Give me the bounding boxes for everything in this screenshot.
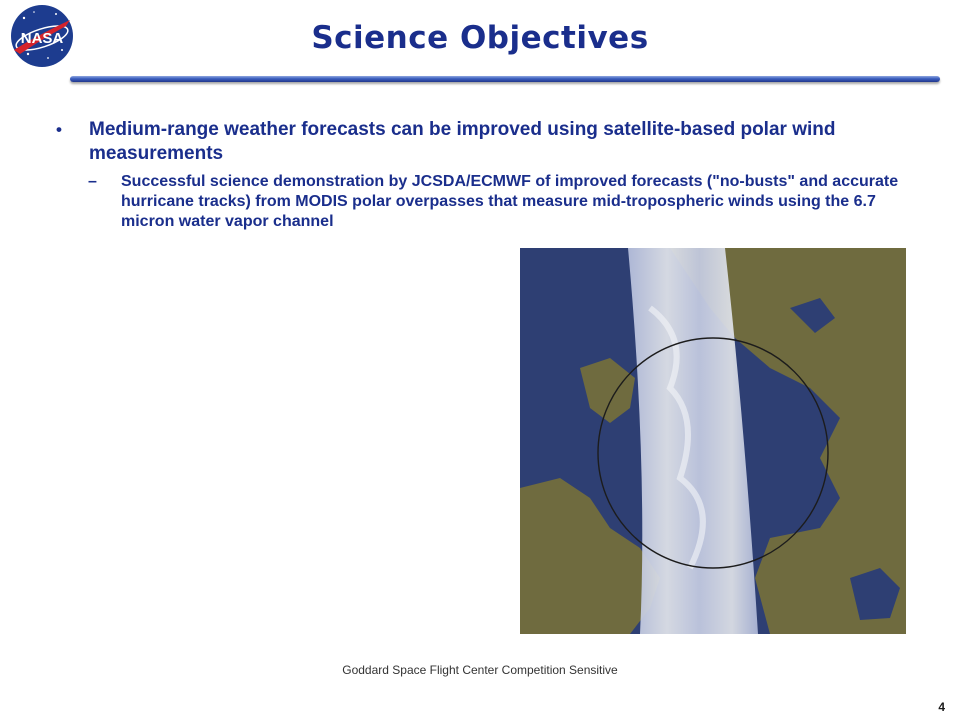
slide-title: Science Objectives	[311, 20, 649, 56]
sub-bullet-text: Successful science demonstration by JCSDA/ECMWF of improved forecasts ("no-busts" and accurate hurricane tracks) from MODIS polar overpasses that measure mid-tropospheric winds using the 6.7 micron water vapor channel	[121, 173, 899, 230]
title-divider	[70, 76, 940, 82]
bullet-item	[56, 118, 876, 166]
footer-text: Goddard Space Flight Center Competition Sensitive	[342, 663, 618, 677]
bullet-text: Medium-range weather forecasts can be improved using satellite-based polar wind measurements	[89, 119, 836, 164]
polar-satellite-image	[520, 248, 906, 634]
sub-bullet-marker: –	[88, 173, 97, 190]
bullet-marker: •	[56, 120, 62, 139]
logo-text: NASA	[20, 30, 64, 47]
sub-bullet-item	[88, 172, 908, 232]
page-number: 4	[938, 700, 945, 714]
